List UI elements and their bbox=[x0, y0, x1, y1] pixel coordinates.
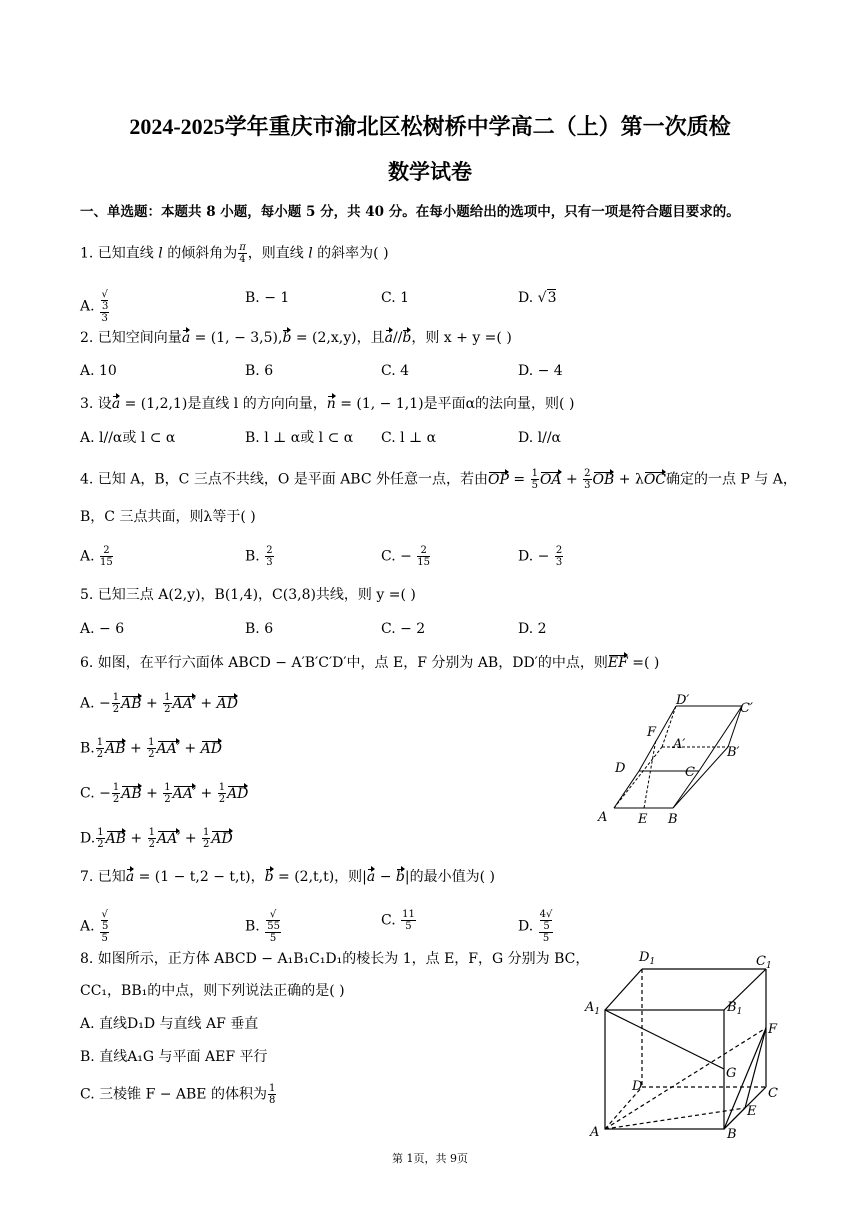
figure-label-d: D bbox=[615, 761, 626, 776]
question-5-option-b: B. 6 bbox=[245, 621, 274, 637]
figure-label-f: F bbox=[647, 725, 657, 740]
question-6-option-c: C. − $\frac{1}{2}$ AB + $\frac{1}{2}$ AA′ + $\frac{1}{2}$ AD bbox=[80, 782, 249, 805]
question-8-stem-line2: CC₁，BB₁的中点，则下列说法正确的是( ) bbox=[80, 983, 345, 999]
cube-label-f: F bbox=[768, 1022, 778, 1037]
question-8-option-a: A. 直线D₁D 与直线 AF 垂直 bbox=[80, 1016, 259, 1032]
question-4-option-c: C. − $\frac{2}{15}$ bbox=[381, 545, 431, 568]
question-5-option-a: A. − 6 bbox=[80, 621, 125, 637]
question-4-option-a: A. $\frac{2}{15}$ bbox=[80, 545, 113, 568]
question-7-option-c: C. $\frac{11}{5}$ bbox=[381, 909, 415, 932]
figure-label-b: B bbox=[668, 812, 678, 827]
figure-label-d1: D′ bbox=[676, 693, 690, 708]
question-7-option-a: A. √ 5 5 bbox=[80, 909, 109, 944]
question-4-stem-line1: 4. 已知 A，B，C 三点不共线，O 是平面 ABC 外任意一点，若由OP = $\frac{1}{5}$ OA + $\frac{2}{3}$ OB + λOC确定的一点 P 与 A， bbox=[80, 468, 797, 491]
figure-label-c1: C′ bbox=[740, 701, 753, 716]
question-6-stem: 6. 如图，在平行六面体 ABCD − A′B′C′D′中，点 E，F 分别为 AB，DD′的中点，则EF =( ) bbox=[80, 655, 660, 671]
question-1-option-b: B. − 1 bbox=[245, 290, 290, 306]
cube-label-d: D bbox=[632, 1079, 643, 1094]
question-5-option-d: D. 2 bbox=[518, 621, 547, 637]
question-2-option-a: A. 10 bbox=[80, 363, 117, 379]
question-2-option-d: D. − 4 bbox=[518, 363, 563, 379]
cube-label-e: E bbox=[747, 1104, 757, 1119]
question-2-option-c: C. 4 bbox=[381, 363, 410, 379]
exam-title: 2024-2025学年重庆市渝北区松树桥中学高二（上）第一次质检 bbox=[129, 114, 731, 139]
page-footer: 第 1页，共 9页 bbox=[392, 1152, 468, 1165]
figure-label-a: A bbox=[598, 810, 608, 825]
question-7-stem: 7. 已知a = (1 − t,2 − t,t)，b = (2,t,t)，则|a − b|的最小值为( ) bbox=[80, 869, 495, 885]
cube-label-g: G bbox=[726, 1066, 737, 1081]
figure-label-c: C bbox=[685, 765, 695, 780]
question-8-stem-line1: 8. 如图所示，正方体 ABCD − A₁B₁C₁D₁的棱长为 1，点 E，F，G 分别为 BC， bbox=[80, 951, 590, 967]
question-7-option-b: B. √ 55 5 bbox=[245, 909, 280, 944]
section-heading: 一、单选题：本题共 8 小题，每小题 5 分，共 40 分。在每小题给出的选项中，只有一项是符合题目要求的。 bbox=[80, 204, 740, 220]
figure-label-b1: B′ bbox=[727, 745, 740, 760]
cube-label-b: B bbox=[727, 1127, 737, 1142]
question-6-option-d: D. $\frac{1}{2}$ AB + $\frac{1}{2}$ AA′ + $\frac{1}{2}$ AD bbox=[80, 827, 233, 850]
question-3-option-a: A. l//α或 l ⊂ α bbox=[80, 430, 176, 446]
question-5-stem: 5. 已知三点 A(2,y)，B(1,4)，C(3,8)共线，则 y =( ) bbox=[80, 587, 416, 603]
cube-figure bbox=[580, 945, 785, 1140]
question-6-option-a: A. − $\frac{1}{2}$ AB + $\frac{1}{2}$ AA′ + AD bbox=[80, 692, 238, 715]
cube-label-c1: $C_1$ bbox=[756, 954, 772, 971]
figure-label-e: E bbox=[638, 812, 648, 827]
question-8-option-b: B. 直线A₁G 与平面 AEF 平行 bbox=[80, 1049, 268, 1065]
question-1-option-d: D. √3 bbox=[518, 290, 557, 306]
question-2-option-b: B. 6 bbox=[245, 363, 274, 379]
cube-label-a: A bbox=[590, 1125, 600, 1140]
question-4-option-d: D. − $\frac{2}{3}$ bbox=[518, 545, 563, 568]
cube-label-d1: $D_1$ bbox=[639, 950, 656, 967]
question-3-option-b: B. l ⊥ α或 l ⊂ α bbox=[245, 430, 354, 446]
question-8-option-c: C. 三棱锥 F − ABE 的体积为 $\frac{1}{8}$ bbox=[80, 1083, 276, 1106]
question-1-stem: 1. 已知直线 l 的倾斜角为 $\frac{\pi}{4}$ ，则直线 l 的斜率为( ) bbox=[80, 242, 389, 265]
cube-label-c: C bbox=[768, 1086, 778, 1101]
cube-label-a1: $A_1$ bbox=[585, 1000, 601, 1017]
parallelepiped-figure bbox=[590, 690, 780, 830]
figure-label-a1: A′ bbox=[673, 737, 686, 752]
question-4-option-b: B. $\frac{2}{3}$ bbox=[245, 545, 273, 568]
question-5-option-c: C. − 2 bbox=[381, 621, 426, 637]
question-3-stem: 3. 设a = (1,2,1)是直线 l 的方向向量，n = (1, − 1,1)是平面α的法向量，则( ) bbox=[80, 396, 575, 412]
question-4-stem-line2: B，C 三点共面，则λ等于( ) bbox=[80, 509, 256, 525]
question-3-option-c: C. l ⊥ α bbox=[381, 430, 437, 446]
question-2-stem: 2. 已知空间向量a = (1, − 3,5),b = (2,x,y)，且a//b，则 x + y =( ) bbox=[80, 330, 512, 346]
exam-subtitle: 数学试卷 bbox=[388, 160, 472, 184]
cube-label-b1: $B_1$ bbox=[727, 1000, 743, 1017]
question-6-option-b: B. $\frac{1}{2}$ AB + $\frac{1}{2}$ AA′ + AD bbox=[80, 737, 222, 760]
question-1-option-c: C. 1 bbox=[381, 290, 410, 306]
question-7-option-d: D. 4√ 5 5 bbox=[518, 909, 553, 944]
question-3-option-d: D. l//α bbox=[518, 430, 561, 446]
question-1-option-a: A. √ 3 3 bbox=[80, 289, 109, 324]
